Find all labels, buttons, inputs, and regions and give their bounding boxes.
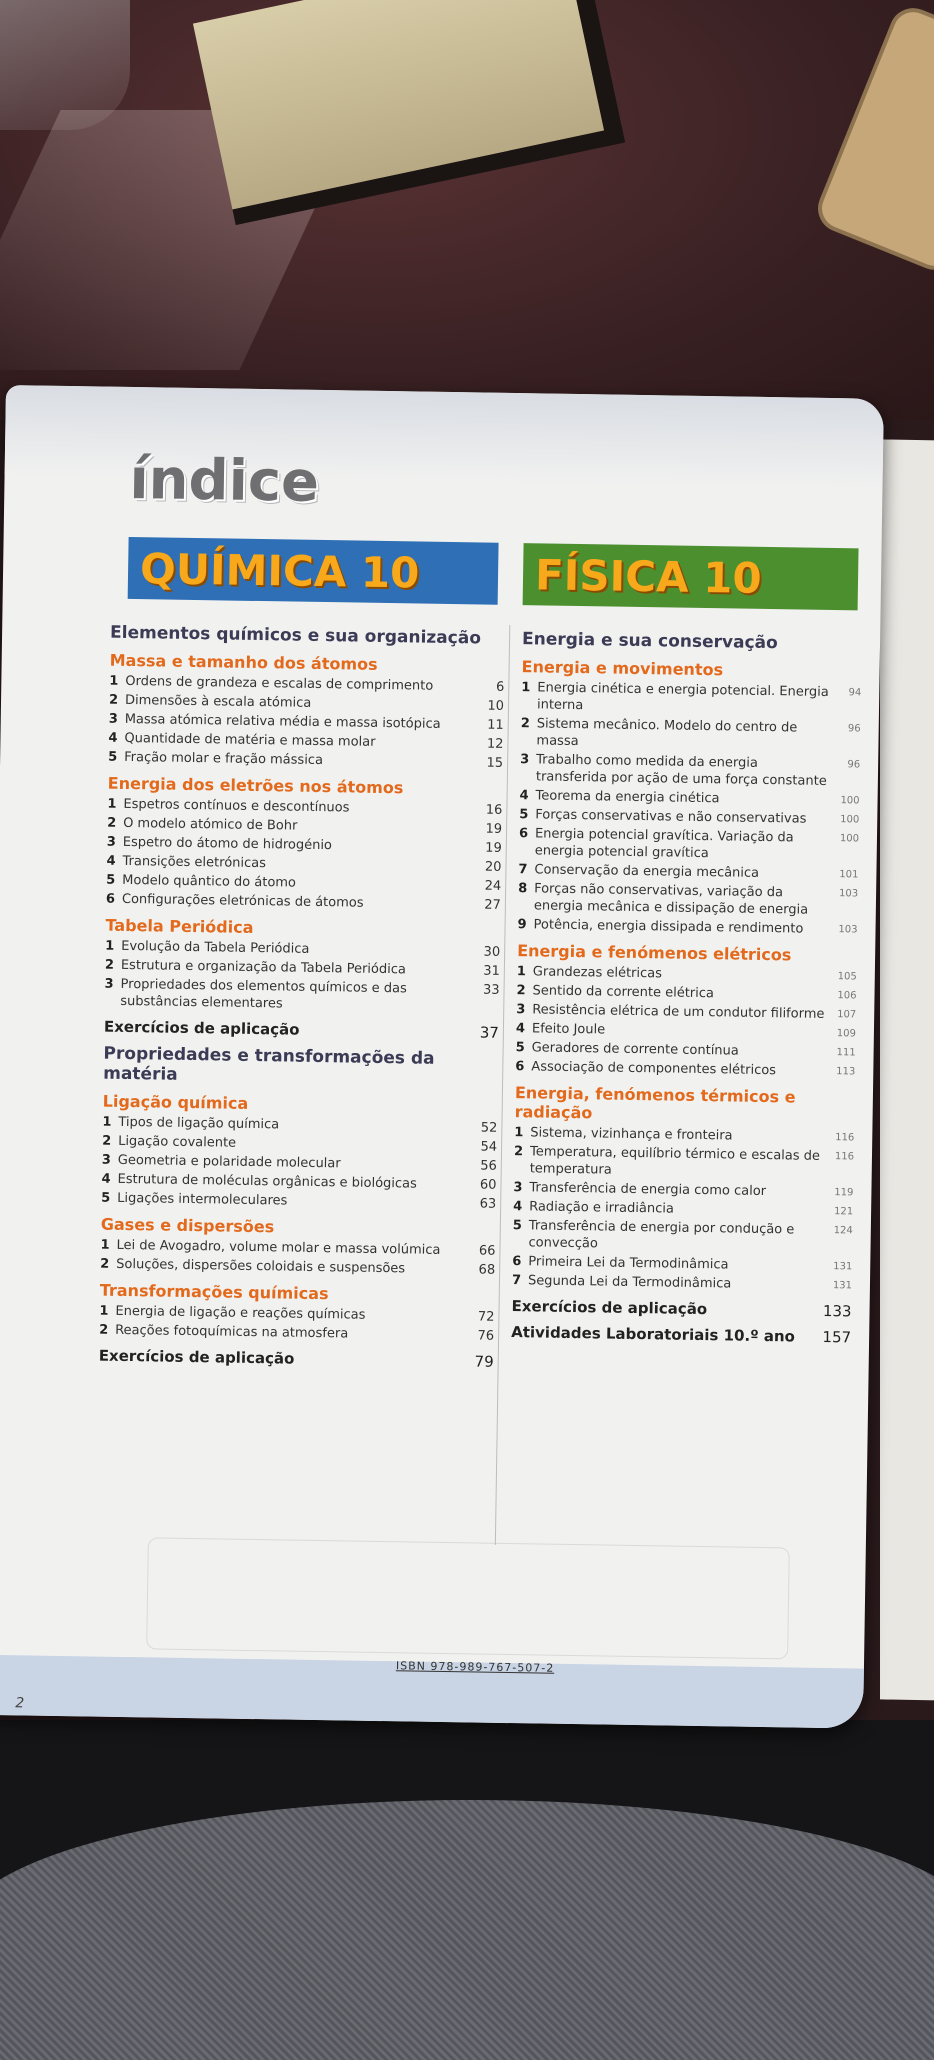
section-title: Energia e sua conservação <box>521 629 778 654</box>
entry-page: 111 <box>836 1047 856 1059</box>
entry-title: Reações fotoquímicas na atmosfera <box>115 1322 349 1342</box>
toc-entry <box>104 976 499 1016</box>
toc-entry <box>512 1272 852 1294</box>
entry-title: Sentido da corrente elétrica <box>532 983 715 1002</box>
entry-title: Geradores de corrente contínua <box>531 1040 739 1059</box>
entry-number: 3 <box>104 976 114 992</box>
entry-title: Forças conservativas e não conservativas <box>535 807 807 827</box>
lab-title: Atividades Laboratoriais 10.º ano <box>511 1323 796 1346</box>
entry-title: Massa atómica relativa média e massa isotópica <box>124 711 441 732</box>
entry-page: 105 <box>837 971 857 983</box>
toc-entry <box>106 891 501 914</box>
entry-title: Energia de ligação e reações químicas <box>115 1303 366 1323</box>
entry-page: 121 <box>833 1206 854 1218</box>
entry-title: Espetros contínuos e descontínuos <box>123 796 350 816</box>
entry-title: Ligações intermoleculares <box>117 1190 288 1209</box>
entry-page: 20 <box>484 859 502 875</box>
entry-number: 4 <box>108 730 118 746</box>
entry-number: 4 <box>515 1021 526 1037</box>
drinking-glass <box>0 0 130 130</box>
exercises-page: 37 <box>479 1023 500 1042</box>
page-title: índice <box>129 446 320 515</box>
quimica-column <box>98 619 505 1379</box>
group-title: Energia e fenómenos elétricos <box>517 941 792 965</box>
fisica-column <box>511 625 862 1354</box>
entry-title: Energia potencial gravítica. Variação da energia potencial gravítica <box>534 826 794 862</box>
entry-title: Transições eletrónicas <box>122 853 267 872</box>
quimica-banner: QUÍMICA 10 <box>128 537 499 605</box>
toc-entry <box>108 749 503 772</box>
toc-entry <box>514 1143 854 1182</box>
entry-title: Espetro do átomo de hidrogénio <box>122 834 333 854</box>
entry-page: 100 <box>840 795 860 807</box>
entry-title: Propriedades dos elementos químicos e das substâncias elementares <box>120 976 407 1012</box>
entry-number: 1 <box>102 1114 112 1130</box>
entry-title: Radiação e irradiância <box>529 1199 674 1217</box>
entry-page: 19 <box>485 821 503 837</box>
entry-page: 100 <box>840 814 860 826</box>
exercises-entry <box>511 1297 851 1320</box>
entry-number: 1 <box>109 673 119 689</box>
entry-number: 1 <box>514 1125 524 1141</box>
entry-page: 101 <box>839 869 859 881</box>
group-title: Gases e dispersões <box>100 1214 275 1237</box>
entry-page: 116 <box>834 1151 855 1163</box>
entry-number: 3 <box>513 1180 523 1196</box>
entry-title: Efeito Joule <box>531 1021 606 1038</box>
group-title: Energia e movimentos <box>521 657 724 680</box>
entry-page: 119 <box>834 1187 854 1199</box>
book-page <box>0 385 884 1729</box>
fisica-banner: FÍSICA 10 <box>523 543 859 610</box>
entry-page: 6 <box>495 679 505 695</box>
entry-number: 2 <box>108 692 119 708</box>
entry-page: 72 <box>477 1309 495 1325</box>
exercises-page: 133 <box>822 1301 852 1321</box>
entry-title: Tipos de ligação química <box>118 1114 280 1133</box>
entry-page: 27 <box>484 897 502 913</box>
exercises-title: Exercícios de aplicação <box>103 1017 300 1039</box>
group-title: Energia, fenómenos térmicos e radiação <box>514 1083 796 1123</box>
entry-number: 2 <box>102 1133 112 1149</box>
entry-page: 30 <box>483 944 501 960</box>
entry-number: 8 <box>518 881 528 897</box>
entry-number: 2 <box>100 1256 110 1272</box>
entry-title: Forças não conservativas, variação da energia mecânica e dissipação de energia <box>533 881 809 918</box>
entry-page: 31 <box>483 963 500 979</box>
entry-page: 94 <box>848 687 862 699</box>
entry-page: 76 <box>477 1328 495 1344</box>
entry-title: Energia cinética e energia potencial. Energia interna <box>536 680 829 714</box>
entry-page: 52 <box>480 1120 498 1136</box>
entry-page: 96 <box>847 723 861 735</box>
entry-title: Quantidade de matéria e massa molar <box>124 730 376 750</box>
entry-title: Transferência de energia por condução e convecção <box>528 1218 795 1252</box>
entry-number: 1 <box>99 1303 109 1319</box>
entry-page: 15 <box>486 755 504 771</box>
entry-title: Soluções, dispersões coloidais e suspensões <box>116 1256 406 1277</box>
entry-number: 1 <box>105 938 115 954</box>
entry-number: 5 <box>512 1218 523 1234</box>
entry-title: O modelo atómico de Bohr <box>123 815 298 834</box>
entry-title: Configurações eletrónicas de átomos <box>121 891 364 911</box>
toc-entry <box>512 1217 852 1256</box>
entry-title: Fração molar e fração mássica <box>124 749 324 769</box>
entry-page: 109 <box>836 1028 856 1040</box>
entry-title: Geometria e polaridade molecular <box>117 1152 341 1172</box>
entry-page: 131 <box>832 1280 853 1292</box>
entry-number: 5 <box>515 1040 525 1056</box>
entry-number: 4 <box>101 1171 111 1187</box>
entry-title: Modelo quântico do átomo <box>122 872 297 891</box>
entry-number: 2 <box>107 815 117 831</box>
entry-page: 54 <box>480 1139 498 1155</box>
entry-page: 103 <box>838 924 858 936</box>
toc-entry <box>100 1256 495 1279</box>
entry-title: Conservação da energia mecânica <box>534 862 760 881</box>
entry-number: 9 <box>517 917 527 933</box>
entry-title: Teorema da energia cinética <box>535 788 720 807</box>
entry-title: Resistência elétrica de um condutor filiforme <box>532 1002 825 1022</box>
entry-page: 33 <box>482 982 500 998</box>
page-number: 2 <box>15 1695 25 1712</box>
toc-entry <box>101 1190 496 1213</box>
section-title: Elementos químicos e sua organização <box>109 622 482 649</box>
exercises-title: Exercícios de aplicação <box>511 1297 708 1319</box>
entry-page: 12 <box>486 736 504 752</box>
entry-title: Sistema mecânico. Modelo do centro de massa <box>536 716 798 750</box>
exercises-entry <box>104 1018 499 1042</box>
entry-number: 6 <box>518 826 529 842</box>
entry-page: 11 <box>487 717 504 733</box>
entry-number: 2 <box>99 1322 109 1338</box>
entry-title: Associação de componentes elétricos <box>531 1059 777 1079</box>
entry-title: Ordens de grandeza e escalas de comprimento <box>125 673 434 694</box>
section-title: Propriedades e transformações da matéria <box>103 1043 435 1085</box>
next-page-edge <box>880 439 934 1700</box>
toc-entry <box>521 679 861 718</box>
entry-title: Dimensões à escala atómica <box>124 692 312 711</box>
entry-page: 60 <box>479 1177 497 1193</box>
entry-number: 4 <box>519 788 529 804</box>
entry-number: 7 <box>511 1273 522 1289</box>
toc-entry <box>520 715 860 754</box>
entry-number: 1 <box>107 796 117 812</box>
entry-page: 107 <box>837 1009 857 1021</box>
entry-title: Ligação covalente <box>118 1133 237 1151</box>
group-title: Transformações químicas <box>99 1280 329 1304</box>
entry-title: Grandezas elétricas <box>532 964 663 982</box>
entry-page: 10 <box>487 698 505 714</box>
entry-number: 1 <box>100 1237 110 1253</box>
exercises-title: Exercícios de aplicação <box>98 1346 295 1368</box>
entry-title: Sistema, vizinhança e fronteira <box>530 1125 733 1144</box>
entry-page: 124 <box>833 1225 853 1237</box>
entry-title: Estrutura e organização da Tabela Periódica <box>120 957 407 978</box>
entry-number: 1 <box>521 680 531 696</box>
entry-page: 16 <box>485 802 503 818</box>
entry-number: 2 <box>520 716 530 732</box>
entry-number: 2 <box>104 957 115 973</box>
group-title: Massa e tamanho dos átomos <box>109 650 378 674</box>
entry-title: Lei de Avogadro, volume molar e massa volúmica <box>116 1237 441 1258</box>
entry-number: 4 <box>513 1199 523 1215</box>
entry-number: 5 <box>108 749 118 765</box>
toc-entry <box>519 825 859 864</box>
faded-watermark-box <box>146 1537 790 1659</box>
entry-page: 68 <box>478 1262 496 1278</box>
lab-page: 157 <box>822 1327 852 1347</box>
entry-title: Estrutura de moléculas orgânicas e biológicas <box>117 1171 417 1192</box>
entry-page: 116 <box>835 1132 855 1144</box>
toc-entry <box>515 1058 855 1080</box>
entry-number: 2 <box>516 983 526 999</box>
entry-page: 66 <box>478 1243 496 1259</box>
group-title: Energia dos eletrões nos átomos <box>107 773 404 798</box>
exercises-page: 79 <box>474 1352 494 1371</box>
entry-number: 3 <box>106 834 116 850</box>
entry-number: 5 <box>101 1190 111 1206</box>
lab-activities-entry <box>511 1323 851 1346</box>
entry-number: 4 <box>106 853 116 869</box>
exercises-entry <box>99 1347 494 1371</box>
entry-title: Evolução da Tabela Periódica <box>121 938 310 957</box>
entry-number: 3 <box>520 752 530 768</box>
entry-title: Trabalho como medida da energia transferida por ação de uma força constante <box>535 752 827 789</box>
toc-entry <box>517 916 857 938</box>
entry-page: 113 <box>836 1066 856 1078</box>
entry-page: 100 <box>839 833 860 845</box>
entry-page: 131 <box>833 1261 853 1273</box>
entry-title: Potência, energia dissipada e rendimento <box>533 917 804 937</box>
entry-page: 103 <box>838 888 859 900</box>
entry-page: 106 <box>837 990 857 1002</box>
entry-title: Segunda Lei da Termodinâmica <box>527 1273 732 1292</box>
entry-number: 3 <box>101 1152 112 1168</box>
entry-title: Transferência de energia como calor <box>529 1180 767 1200</box>
entry-page: 19 <box>485 840 502 856</box>
entry-title: Primeira Lei da Termodinâmica <box>528 1254 729 1273</box>
entry-page: 24 <box>484 878 502 894</box>
entry-number: 3 <box>108 711 118 727</box>
isbn: ISBN 978-989-767-507-2 <box>395 1659 555 1675</box>
entry-page: 96 <box>847 759 861 771</box>
toc-entry <box>99 1322 494 1345</box>
entry-page: 56 <box>480 1158 497 1174</box>
entry-number: 6 <box>515 1059 525 1075</box>
toc-entry <box>520 751 860 790</box>
entry-number: 3 <box>516 1002 526 1018</box>
entry-number: 5 <box>106 872 116 888</box>
entry-number: 2 <box>513 1144 524 1160</box>
entry-number: 6 <box>105 891 116 907</box>
entry-title: Temperatura, equilíbrio térmico e escalas de temperatura <box>529 1144 821 1178</box>
entry-page: 63 <box>479 1196 497 1212</box>
entry-number: 7 <box>518 862 528 878</box>
entry-number: 6 <box>512 1254 522 1270</box>
group-title: Ligação química <box>102 1091 249 1113</box>
entry-number: 5 <box>519 807 529 823</box>
fabric-lap <box>0 1800 934 2060</box>
group-title: Tabela Periódica <box>105 915 254 937</box>
entry-number: 1 <box>516 964 527 980</box>
toc-entry <box>518 880 858 919</box>
